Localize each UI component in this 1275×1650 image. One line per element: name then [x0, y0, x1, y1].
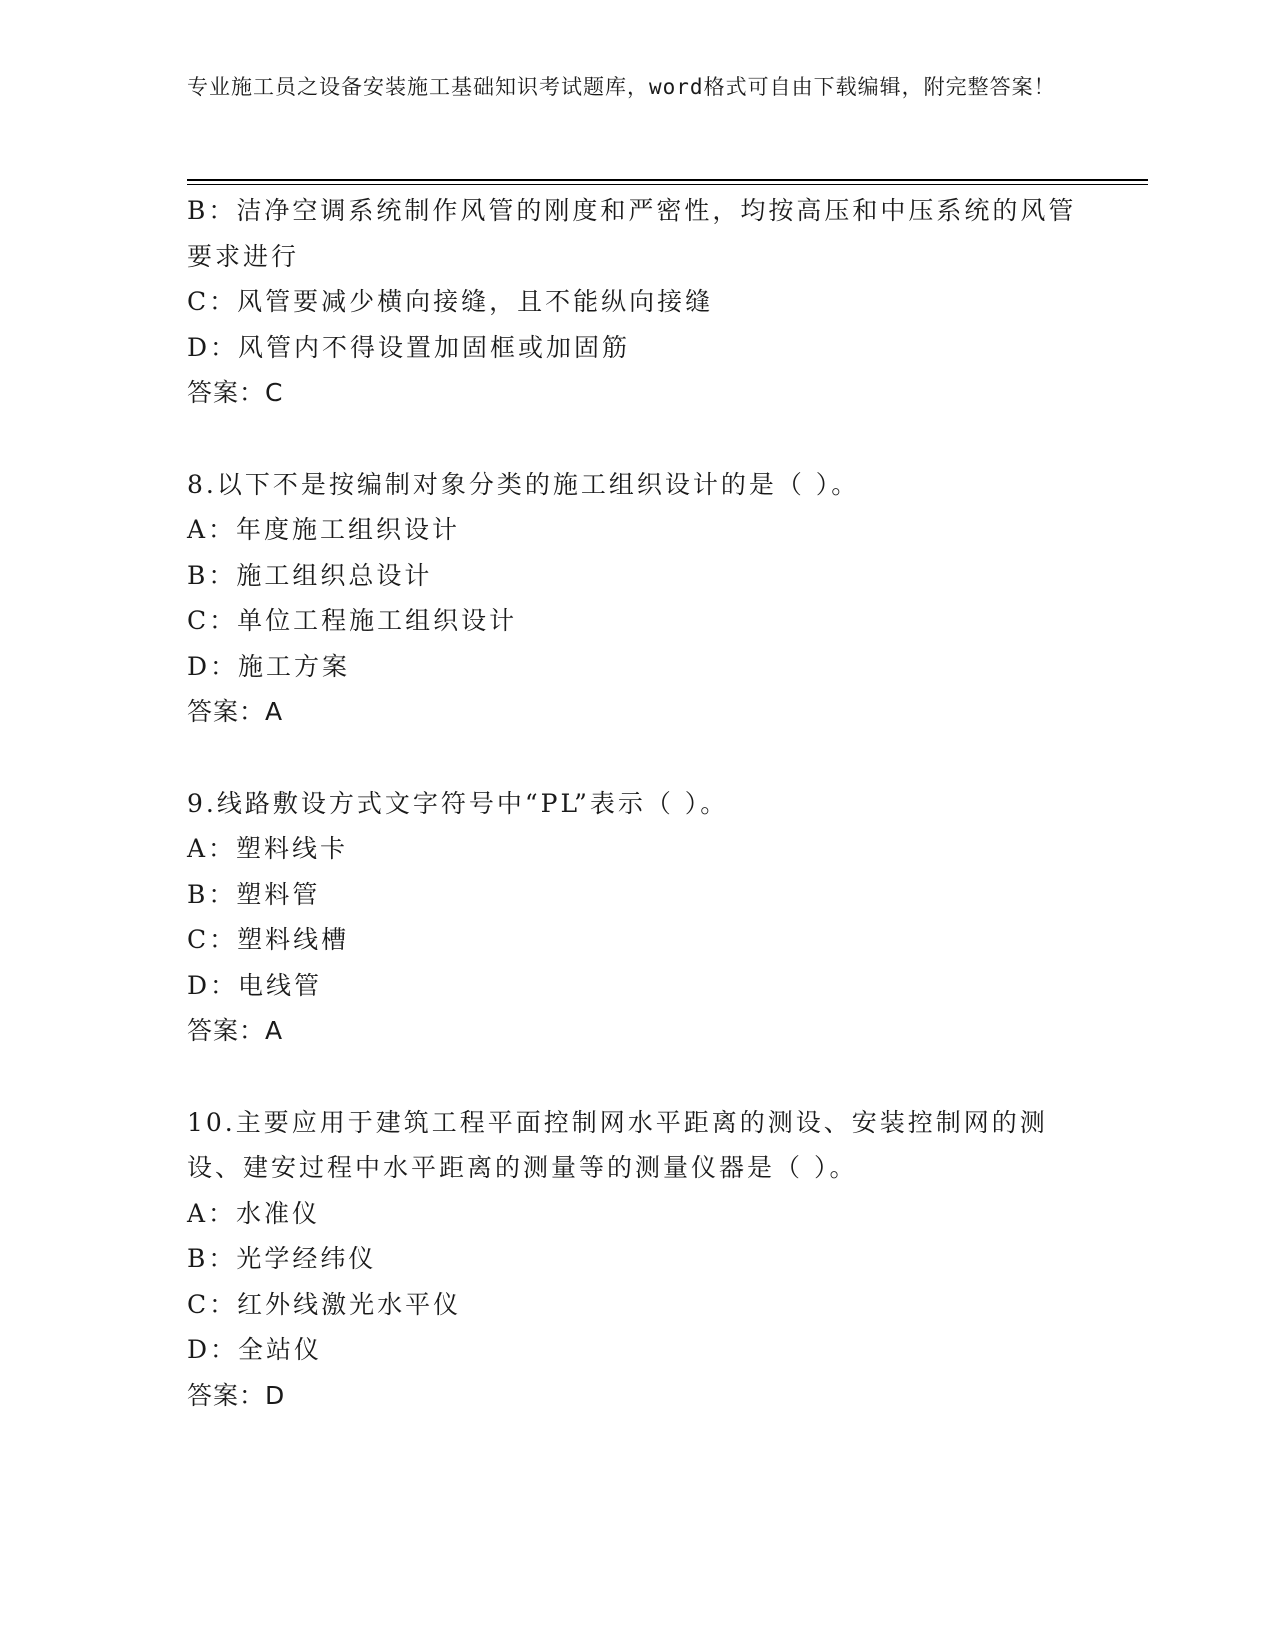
- q8-answer: 答案：A: [187, 697, 284, 726]
- q10-answer: 答案：D: [187, 1380, 286, 1410]
- q8-question: 8.以下不是按编制对象分类的施工组织设计的是（ ）。: [187, 469, 860, 499]
- header-rule-thick: [187, 179, 1148, 181]
- question-10-block: [187, 1100, 1087, 1419]
- header-rule-thin: [187, 184, 1148, 185]
- question-7-block: [187, 188, 1087, 416]
- question-8-block: [187, 462, 1087, 735]
- q9-question: 9.线路敷设方式文字符号中“PL”表示（ ）。: [187, 788, 729, 818]
- spacer: [187, 416, 1087, 462]
- q8-option-b: B：施工组织总设计: [187, 560, 433, 590]
- q8-option-d: D：施工方案: [187, 651, 351, 681]
- spacer: [187, 1054, 1087, 1100]
- q7-option-c: C：风管要减少横向接缝，且不能纵向接缝: [187, 287, 714, 316]
- document-header: 专业施工员之设备安装施工基础知识考试题库，word格式可自由下载编辑，附完整答案！: [187, 75, 1056, 99]
- q7-option-d: D：风管内不得设置加固框或加固筋: [187, 332, 631, 362]
- q9-option-b: B：塑料管: [187, 879, 321, 909]
- q9-option-c: C：塑料线槽: [187, 925, 350, 954]
- spacer: [187, 735, 1087, 781]
- q10-option-d: D：全站仪: [187, 1335, 323, 1364]
- document-body: [187, 188, 1087, 1418]
- q10-option-c: C：红外线激光水平仪: [187, 1289, 462, 1319]
- q10-question: 10.主要应用于建筑工程平面控制网水平距离的测设、安装控制网的测设、建安过程中水平距离的测量等的测量仪器是（ ）。: [187, 1107, 1048, 1182]
- q9-option-d: D：电线管: [187, 970, 323, 1000]
- q9-option-a: A：塑料线卡: [187, 834, 349, 863]
- q9-answer: 答案：A: [187, 1016, 284, 1045]
- question-9-block: [187, 781, 1087, 1054]
- q7-answer: 答案：C: [187, 378, 284, 407]
- q8-option-c: C：单位工程施工组织设计: [187, 606, 518, 635]
- q8-option-a: A：年度施工组织设计: [187, 515, 461, 544]
- q10-option-b: B：光学经纬仪: [187, 1244, 377, 1273]
- q7-option-b: B：洁净空调系统制作风管的刚度和严密性，均按高压和中压系统的风管要求进行: [187, 196, 1077, 271]
- q10-option-a: A：水准仪: [187, 1198, 321, 1228]
